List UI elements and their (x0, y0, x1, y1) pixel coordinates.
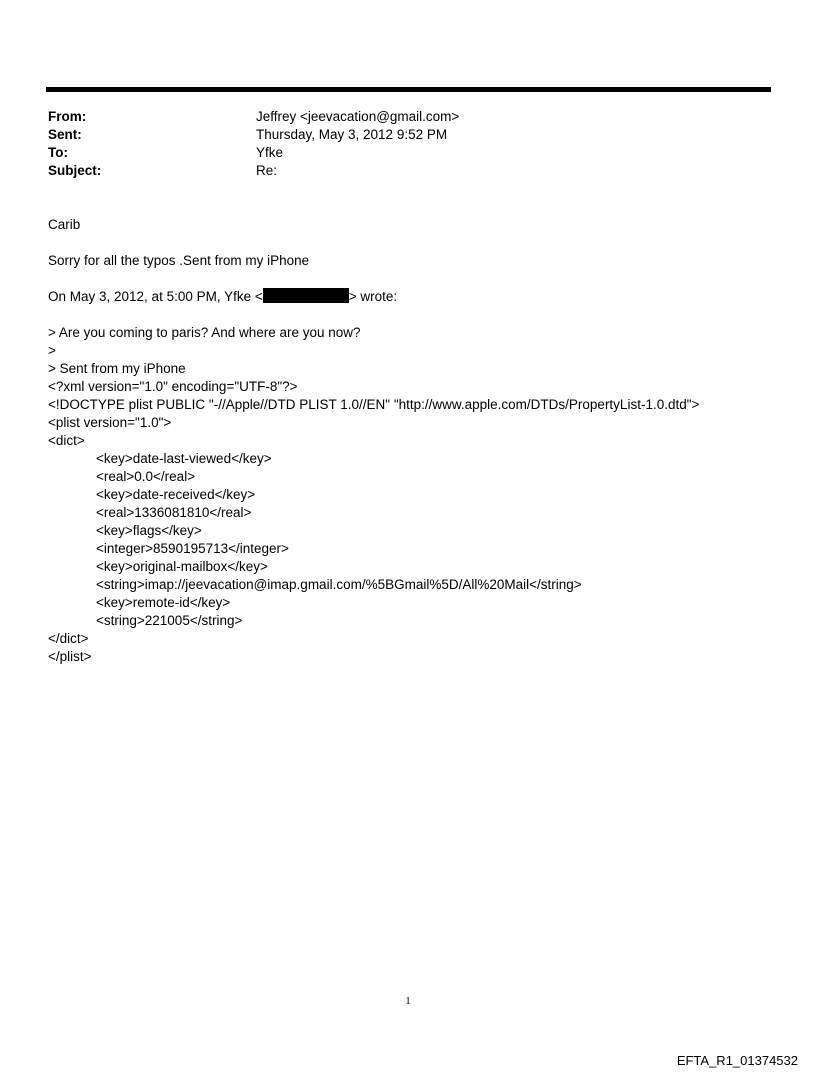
redaction-bar (263, 288, 349, 303)
sent-value: Thursday, May 3, 2012 9:52 PM (256, 127, 448, 142)
quoted-line-3: > Sent from my iPhone (48, 361, 186, 376)
plist-entry: <key>flags</key> (96, 523, 202, 538)
dict-close-tag: </dict> (48, 631, 89, 646)
quote-intro (48, 288, 397, 306)
dict-open-tag: <dict> (48, 433, 85, 448)
plist-entry: <real>1336081810</real> (96, 505, 252, 520)
to-value: Yfke (256, 145, 284, 160)
body-line-signature: Sorry for all the typos .Sent from my iPhone (48, 253, 310, 268)
document-id: EFTA_R1_01374532 (676, 1053, 798, 1068)
plist-entry: <string>221005</string> (96, 613, 243, 628)
subject-row (48, 162, 748, 180)
email-header (48, 108, 748, 180)
plist-entry: <key>date-received</key> (96, 487, 256, 502)
plist-entry: <string>imap://jeevacation@imap.gmail.com/%5BGmail%5D/All%20Mail</string> (96, 577, 582, 592)
quoted-line-2: > (48, 343, 56, 358)
subject-value: Re: (256, 163, 278, 178)
quoted-line-1: > Are you coming to paris? And where are you now? (48, 325, 361, 340)
plist-block (48, 378, 699, 666)
plist-entry: <key>date-last-viewed</key> (96, 451, 272, 466)
sent-label: Sent: (48, 127, 82, 142)
from-row (48, 108, 748, 126)
plist-entry: <real>0.0</real> (96, 469, 196, 484)
from-label: From: (48, 109, 87, 124)
to-label: To: (48, 145, 68, 160)
to-row (48, 144, 748, 162)
plist-entry: <integer>8590195713</integer> (96, 541, 289, 556)
body-line-carib: Carib (48, 217, 81, 232)
header-rule (46, 87, 771, 92)
plist-xml-declaration: <?xml version="1.0" encoding="UTF-8"?> (48, 379, 298, 394)
plist-doctype: <!DOCTYPE plist PUBLIC "-//Apple//DTD PLIST 1.0//EN" "http://www.apple.com/DTDs/PropertyList-1.0.dtd"> (48, 397, 700, 412)
page-number: 1 (405, 995, 411, 1007)
plist-entry: <key>original-mailbox</key> (96, 559, 268, 574)
from-value: Jeffrey <jeevacation@gmail.com> (256, 109, 460, 124)
plist-close-tag: </plist> (48, 649, 92, 664)
quote-intro-before: On May 3, 2012, at 5:00 PM, Yfke < (48, 289, 263, 304)
sent-row (48, 126, 748, 144)
plist-open-tag: <plist version="1.0"> (48, 415, 172, 430)
quote-intro-after: > wrote: (348, 289, 398, 304)
subject-label: Subject: (48, 163, 102, 178)
plist-entry: <key>remote-id</key> (96, 595, 231, 610)
